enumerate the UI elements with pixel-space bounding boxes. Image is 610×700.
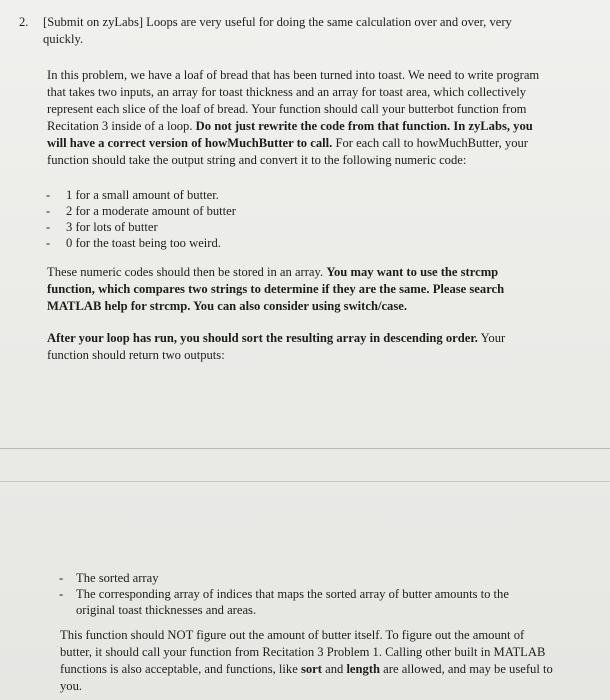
final-note-plain: functions is also acceptable, and functions, like bbox=[60, 662, 301, 676]
question-header-line1: [Submit on zyLabs] Loops are very useful for doing the same calculation over and over, very bbox=[43, 15, 512, 29]
intro-line5-bold: will have a correct version of howMuchButter to call. bbox=[47, 136, 333, 150]
codes-note-line2: function, which compares two strings to determine if they are the same. Please search bbox=[47, 282, 505, 296]
intro-line5-plain: For each call to howMuchButter, your bbox=[332, 136, 528, 150]
final-note-line3 bbox=[60, 661, 553, 678]
bullet-marker: - bbox=[46, 188, 51, 202]
blank-band bbox=[0, 449, 610, 481]
codes-note-plain: These numeric codes should then be stored in an array. bbox=[47, 265, 327, 279]
bullet-marker: - bbox=[46, 220, 51, 234]
final-note-line2: butter, it should call your function from Recitation 3 Problem 1. Calling other built in MATLAB bbox=[60, 645, 546, 659]
intro-line2: that takes two inputs, an array for toast thickness and an array for toast area, which collectively bbox=[47, 85, 527, 99]
bullet-marker: - bbox=[59, 571, 64, 585]
final-note-line4: you. bbox=[60, 679, 83, 693]
final-note-plain: are allowed, and may be useful to bbox=[380, 662, 553, 676]
page-divider bbox=[0, 481, 610, 482]
final-note-line1: This function should NOT figure out the amount of butter itself. To figure out the amount of bbox=[60, 628, 525, 642]
codes-note-bold: You may want to use the strcmp bbox=[326, 265, 499, 279]
list-item-continuation: original toast thicknesses and areas. bbox=[76, 603, 257, 617]
question-header-line2: quickly. bbox=[43, 32, 84, 46]
codes-note-line1 bbox=[47, 264, 498, 281]
list-item: The corresponding array of indices that maps the sorted array of butter amounts to the bbox=[76, 587, 509, 601]
bullet-marker: - bbox=[59, 587, 64, 601]
intro-line4-bold: Do not just rewrite the code from that function. In zyLabs, you bbox=[195, 119, 533, 133]
intro-line6: function should take the output string and convert it to the following numeric code: bbox=[47, 153, 467, 167]
sort-keyword: sort bbox=[300, 662, 322, 676]
list-item: 2 for a moderate amount of butter bbox=[66, 204, 236, 218]
bullet-marker: - bbox=[46, 236, 51, 250]
intro-line4 bbox=[47, 118, 533, 135]
intro-line3: represent each slice of the loaf of bread. Your function should call your butterbot function from bbox=[47, 102, 527, 116]
length-keyword: length bbox=[346, 662, 381, 676]
sort-note-plain: Your bbox=[477, 331, 506, 345]
list-item: 1 for a small amount of butter. bbox=[66, 188, 219, 202]
intro-line4-plain: Recitation 3 inside of a loop. bbox=[47, 119, 196, 133]
sort-note-bold: After your loop has run, you should sort the resulting array in descending order. bbox=[47, 331, 478, 345]
intro-line5 bbox=[47, 135, 528, 152]
codes-note-line3: MATLAB help for strcmp. You can also consider using switch/case. bbox=[47, 299, 407, 313]
list-item: 3 for lots of butter bbox=[66, 220, 158, 234]
sort-note-line1 bbox=[47, 330, 505, 347]
list-item: 0 for the toast being too weird. bbox=[66, 236, 221, 250]
list-item: The sorted array bbox=[76, 571, 159, 585]
bullet-marker: - bbox=[46, 204, 51, 218]
intro-line1: In this problem, we have a loaf of bread that has been turned into toast. We need to write program bbox=[47, 68, 540, 82]
final-note-plain: and bbox=[321, 662, 347, 676]
sort-note-line2: function should return two outputs: bbox=[47, 348, 225, 362]
question-number: 2. bbox=[19, 15, 29, 29]
